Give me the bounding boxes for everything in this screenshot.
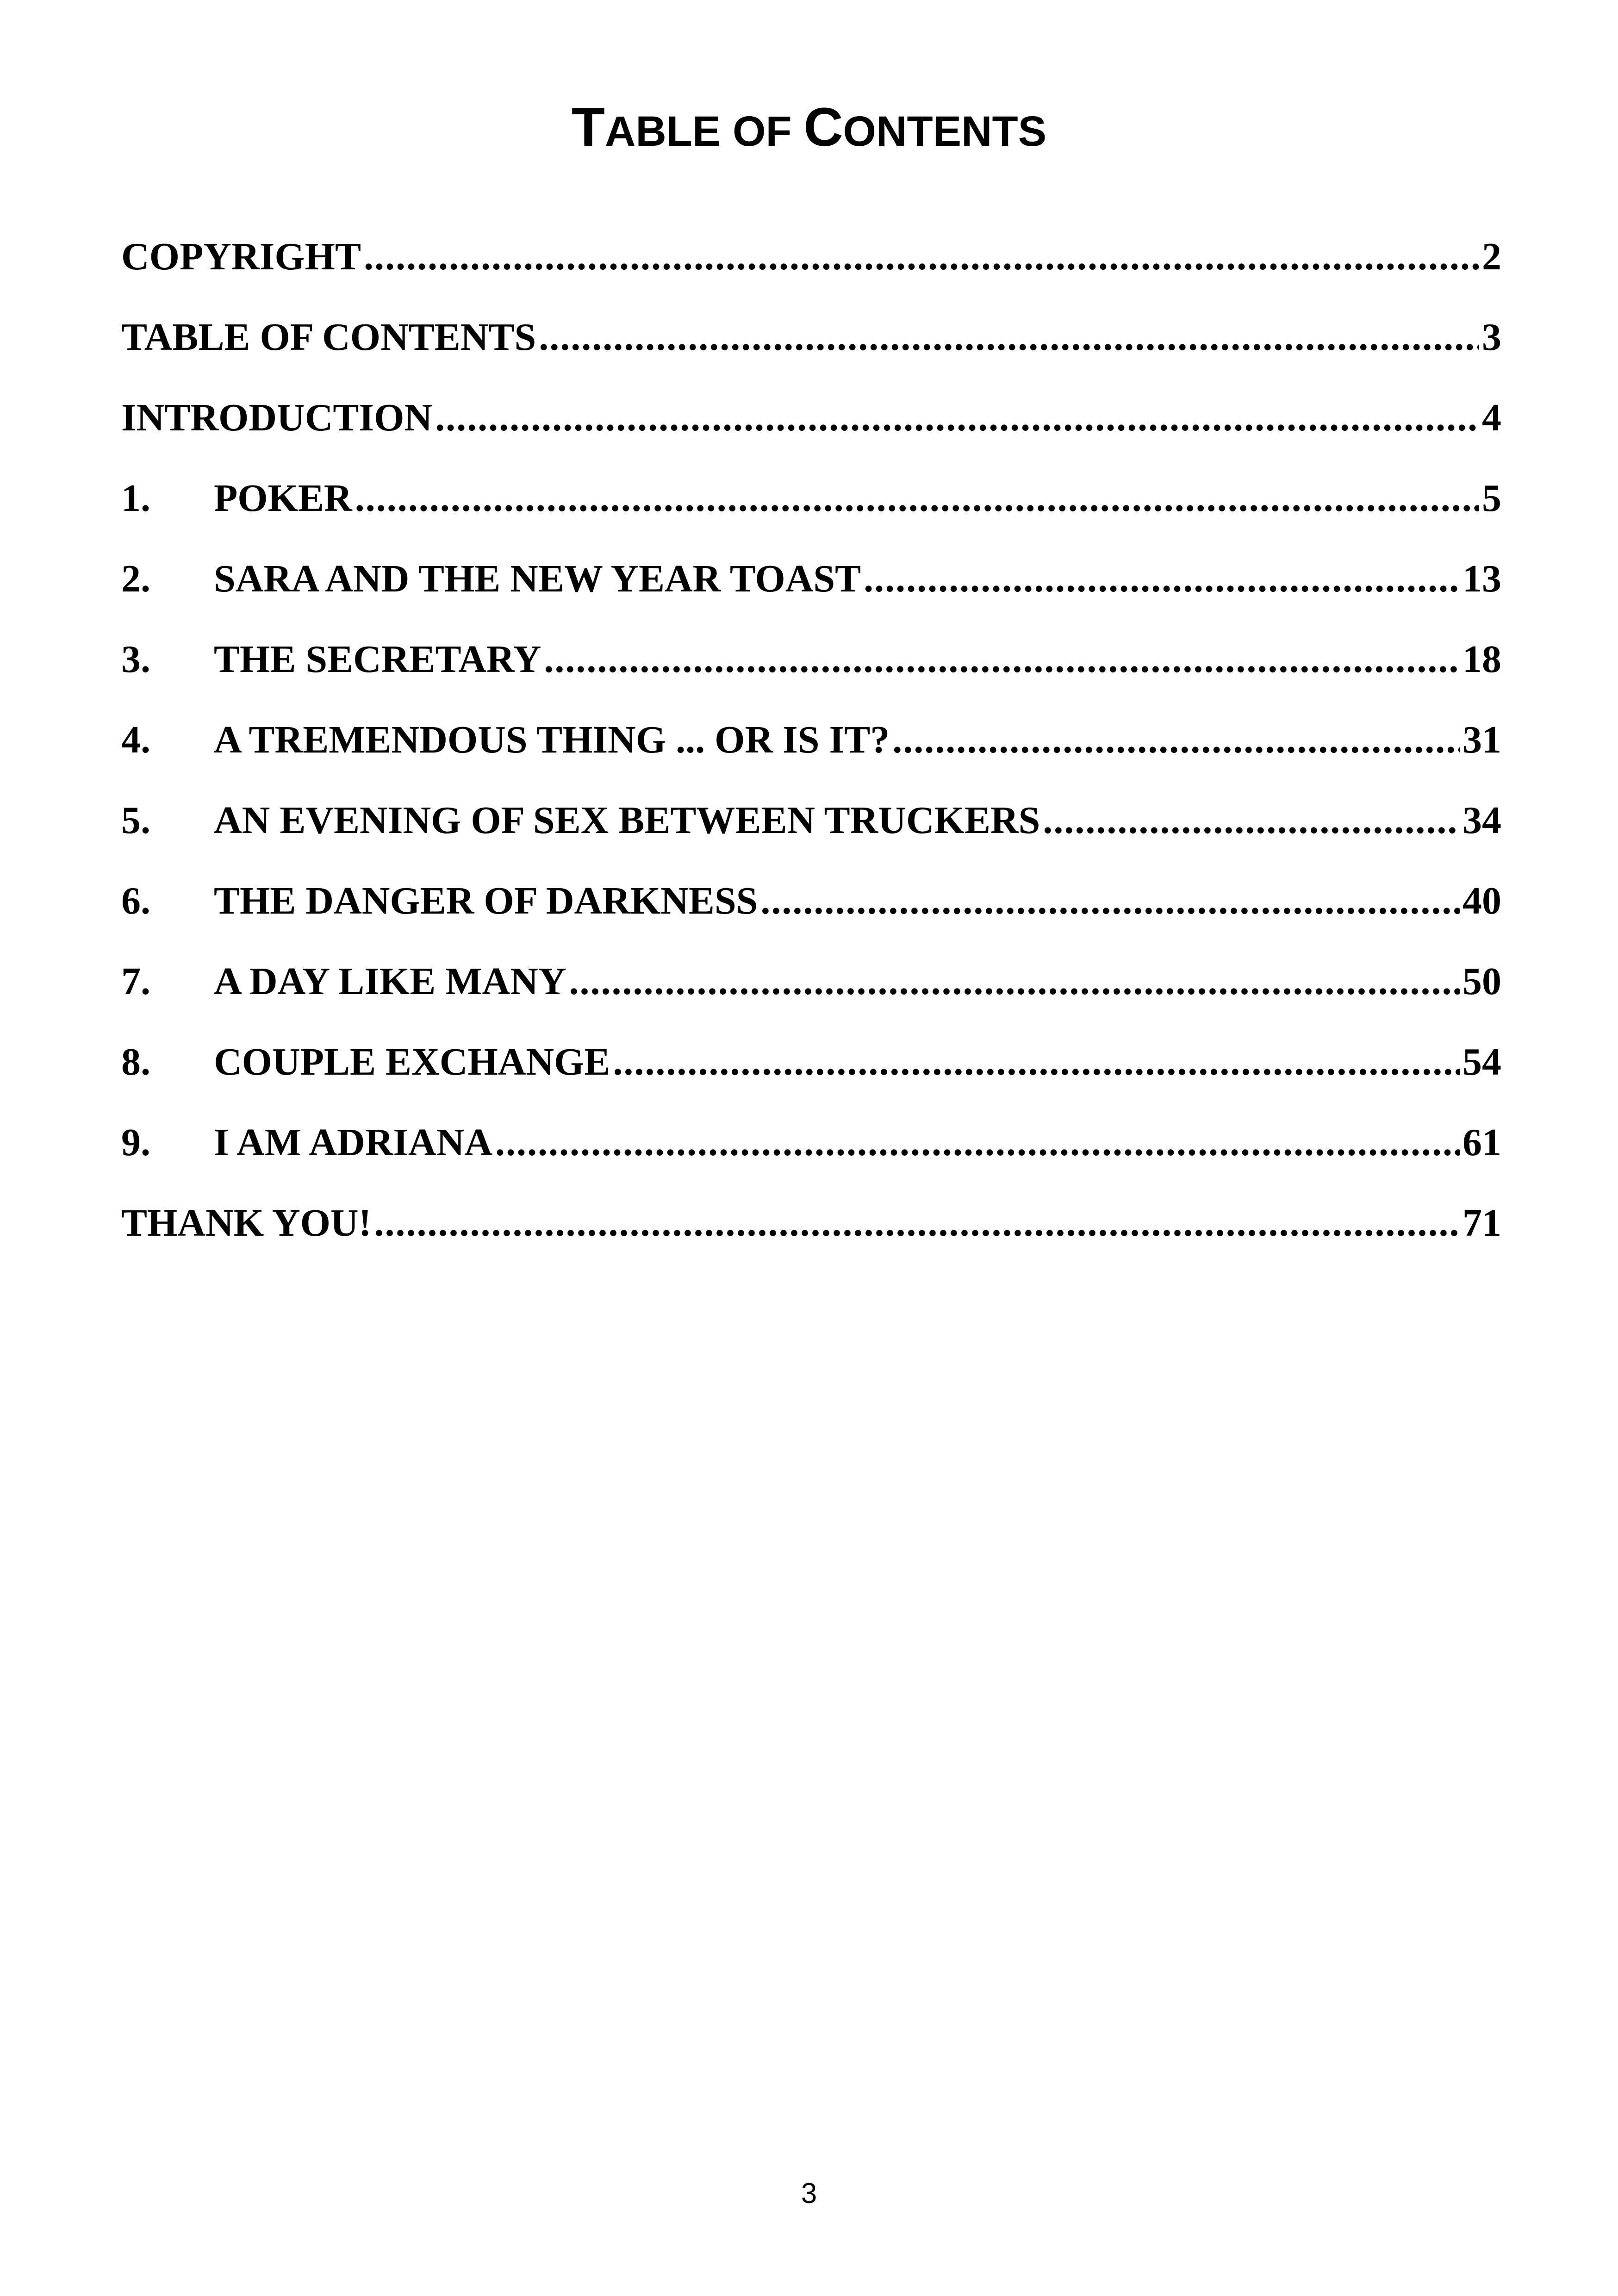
dot-leader — [374, 1198, 1460, 1249]
toc-entry-chapter-6[interactable] — [121, 876, 1501, 956]
toc-entry-chapter-8[interactable] — [121, 1037, 1501, 1117]
toc-entry-number: 1. — [121, 477, 150, 520]
toc-entry-page: 40 — [1462, 879, 1501, 922]
toc-entry-label: AN EVENING OF SEX BETWEEN TRUCKERS — [214, 799, 1040, 842]
toc-entry-chapter-7[interactable] — [121, 956, 1501, 1037]
toc-entry-label: COUPLE EXCHANGE — [214, 1040, 610, 1083]
toc-entry-number: 8. — [121, 1040, 150, 1083]
toc-entry-thank-you[interactable] — [121, 1198, 1501, 1278]
toc-entry-table-of-contents[interactable] — [121, 312, 1501, 392]
dot-leader — [544, 634, 1460, 685]
toc-entry-page: 31 — [1462, 718, 1501, 761]
dot-leader — [892, 715, 1460, 765]
dot-leader — [864, 554, 1460, 604]
toc-entry-number: 2. — [121, 557, 150, 600]
title-initial-2: C — [803, 97, 843, 158]
toc-entry-label: INTRODUCTION — [121, 396, 433, 439]
toc-entry-label: A DAY LIKE MANY — [214, 960, 566, 1003]
toc-entry-chapter-3[interactable] — [121, 634, 1501, 715]
toc-entry-label: THE SECRETARY — [214, 638, 541, 681]
toc-entry-chapter-9[interactable] — [121, 1117, 1501, 1198]
dot-leader — [1043, 795, 1460, 846]
toc-entry-number: 7. — [121, 960, 150, 1003]
toc-list — [121, 231, 1501, 1278]
toc-entry-number: 3. — [121, 638, 150, 681]
toc-entry-chapter-4[interactable] — [121, 715, 1501, 795]
toc-entry-number: 9. — [121, 1121, 150, 1164]
dot-leader — [569, 956, 1460, 1007]
toc-entry-label: I AM ADRIANA — [214, 1121, 493, 1164]
toc-entry-page: 71 — [1462, 1201, 1501, 1244]
toc-entry-label: THANK YOU! — [121, 1201, 372, 1244]
dot-leader — [539, 312, 1479, 363]
toc-entry-page: 34 — [1462, 799, 1501, 842]
toc-entry-page: 4 — [1482, 396, 1501, 439]
toc-entry-number: 5. — [121, 799, 150, 842]
toc-entry-chapter-2[interactable] — [121, 554, 1501, 634]
toc-entry-page: 3 — [1482, 316, 1501, 359]
toc-entry-page: 5 — [1482, 477, 1501, 520]
toc-entry-page: 18 — [1462, 638, 1501, 681]
title-initial-1: T — [571, 97, 605, 158]
dot-leader — [364, 231, 1479, 282]
toc-entry-label: TABLE OF CONTENTS — [121, 316, 536, 359]
toc-entry-copyright[interactable] — [121, 231, 1501, 312]
toc-entry-introduction[interactable] — [121, 392, 1501, 473]
title-rest-2: ONTENTS — [843, 108, 1047, 155]
toc-entry-page: 50 — [1462, 960, 1501, 1003]
toc-entry-page: 13 — [1462, 557, 1501, 600]
toc-entry-page: 2 — [1482, 235, 1501, 278]
dot-leader — [355, 473, 1479, 524]
page-number: 3 — [801, 2178, 817, 2209]
toc-entry-label: SARA AND THE NEW YEAR TOAST — [214, 557, 861, 600]
dot-leader — [613, 1037, 1460, 1088]
toc-entry-number: 4. — [121, 718, 150, 761]
dot-leader — [495, 1117, 1460, 1168]
dot-leader — [760, 876, 1460, 927]
toc-entry-number: 6. — [121, 879, 150, 922]
toc-entry-chapter-1[interactable] — [121, 473, 1501, 554]
toc-entry-label: POKER — [214, 477, 352, 520]
title-rest-1: ABLE OF — [604, 108, 804, 155]
toc-entry-label: COPYRIGHT — [121, 235, 361, 278]
toc-entry-page: 61 — [1462, 1121, 1501, 1164]
toc-entry-page: 54 — [1462, 1040, 1501, 1083]
toc-entry-label: THE DANGER OF DARKNESS — [214, 879, 758, 922]
dot-leader — [435, 392, 1479, 443]
page-title — [0, 93, 1618, 166]
toc-entry-chapter-5[interactable] — [121, 795, 1501, 876]
toc-entry-label: A TREMENDOUS THING ... OR IS IT? — [214, 718, 890, 761]
